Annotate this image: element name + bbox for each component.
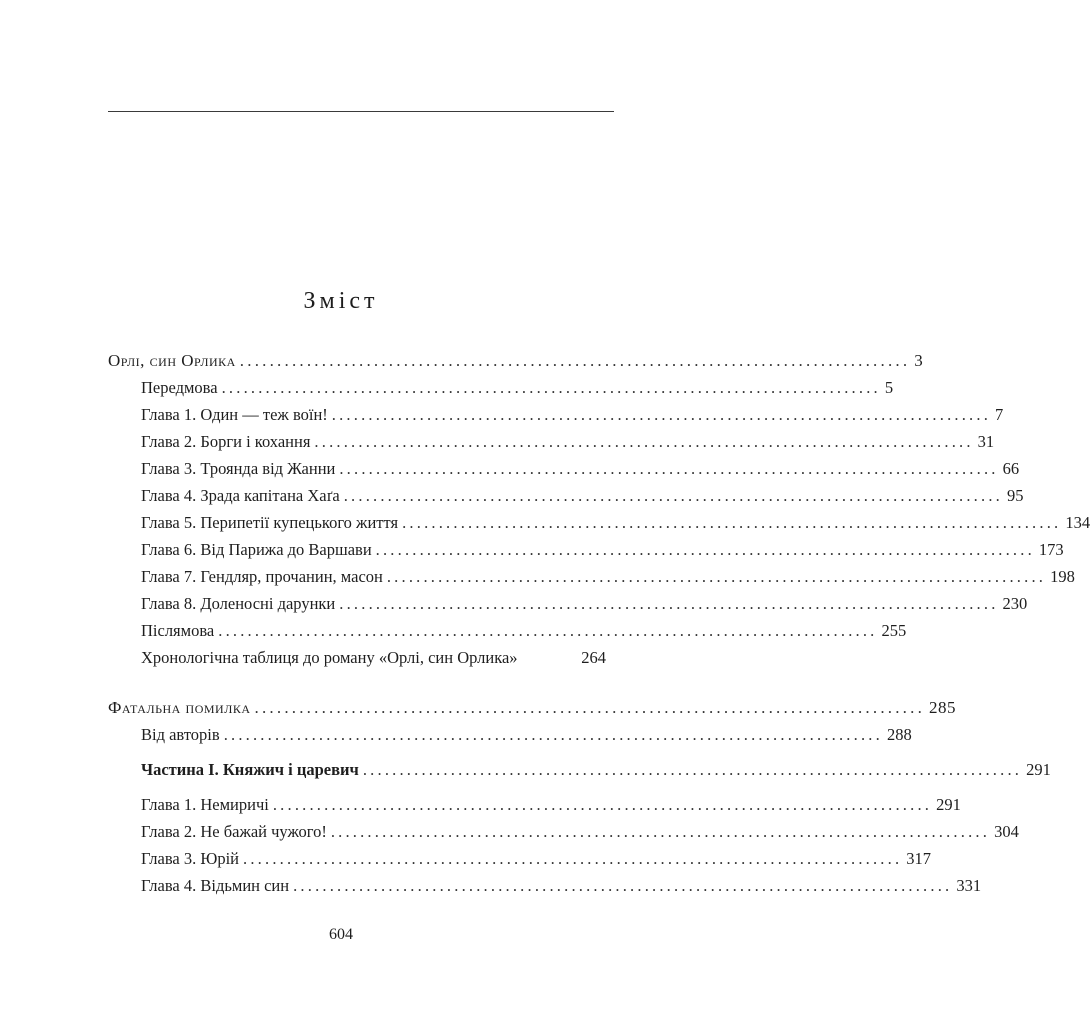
part-spacer <box>108 787 606 795</box>
toc-entry[interactable] <box>108 378 894 405</box>
leader-dots: .......................................................................................... <box>293 876 953 895</box>
toc-entry-label: Глава 2. Не бажай чужого! <box>141 822 327 841</box>
leader-dots: .......................................................................................... <box>330 822 991 841</box>
toc-entry-page: 288 <box>886 725 912 744</box>
toc-entry-page: 3 <box>914 351 924 370</box>
toc-entry-page: 173 <box>1038 540 1064 559</box>
toc-entry[interactable] <box>108 459 1020 486</box>
page-number: 604 <box>329 926 353 943</box>
toc-entry-label: Глава 6. Від Парижа до Варшави <box>141 540 372 559</box>
toc-entry-label: Передмова <box>141 378 218 397</box>
toc-entry-label: Фатальна помилка <box>108 698 251 717</box>
part-spacer <box>108 752 606 760</box>
toc-entry[interactable] <box>108 432 995 459</box>
leader-dots: .......................................................................................... <box>272 795 933 814</box>
toc-entry-label: Глава 4. Зрада капітана Хаґа <box>141 486 340 505</box>
toc-entry-label: Післямова <box>141 621 215 640</box>
toc-entry-page: 5 <box>884 378 894 397</box>
toc-entry-page: 7 <box>995 405 1004 424</box>
table-of-contents <box>108 351 1090 903</box>
leader-dots: .......................................................................................... <box>218 621 878 640</box>
leader-dots: .......................................................................................... <box>402 513 1062 532</box>
toc-entry[interactable] <box>108 822 1019 849</box>
toc-entry-page: 255 <box>881 621 907 640</box>
toc-entry-label: Глава 4. Відьмин син <box>141 876 290 895</box>
toc-entry[interactable] <box>108 594 1028 621</box>
toc-entry[interactable] <box>108 795 961 822</box>
toc-entry-page: 31 <box>977 432 995 451</box>
toc-entry-page: 66 <box>1002 459 1020 478</box>
leader-dots: .......................................................................................... <box>386 567 1047 586</box>
leader-dots: .......................................................................................... <box>339 459 999 478</box>
toc-entry-label: Глава 8. Доленосні дарунки <box>141 594 336 613</box>
top-rule <box>108 111 614 112</box>
toc-entry-label: Глава 7. Гендляр, прочанин, масон <box>141 567 383 586</box>
toc-part-entry[interactable] <box>108 760 1051 787</box>
leader-dots: .......................................................................................... <box>331 405 992 424</box>
toc-entry-label: Глава 3. Троянда від Жанни <box>141 459 336 478</box>
toc-entry-label: Глава 2. Борги і кохання <box>141 432 311 451</box>
toc-entry-label: Глава 1. Немиричі <box>141 795 269 814</box>
toc-entry-page: 134 <box>1065 513 1090 532</box>
toc-entry-label: Глава 3. Юрій <box>141 849 240 868</box>
leader-dots: .......................................................................................... <box>254 698 926 717</box>
toc-entry[interactable] <box>108 849 932 876</box>
toc-entry-page: 285 <box>929 698 957 717</box>
leader-dots: .......................................................................................... <box>314 432 974 451</box>
toc-entry-page: 304 <box>994 822 1019 841</box>
toc-title: Зміст <box>303 288 379 314</box>
toc-entry-label: Глава 1. Один — теж воїн! <box>141 405 328 424</box>
toc-entry[interactable] <box>108 567 1075 594</box>
leader-dots: .......................................................................................... <box>223 725 883 744</box>
toc-entry[interactable] <box>108 513 1090 540</box>
toc-entry-page: 291 <box>1026 760 1051 779</box>
toc-entry-page: 95 <box>1006 486 1024 505</box>
toc-entry[interactable] <box>108 405 1004 432</box>
toc-entry[interactable] <box>108 621 907 648</box>
toc-entry-page: 331 <box>956 876 982 895</box>
toc-entry-page: 198 <box>1050 567 1075 586</box>
toc-entry-label: Частина І. Княжич і царевич <box>141 760 359 779</box>
toc-section-fatalna[interactable] <box>108 698 957 725</box>
leader-dots: .......................................................................................... <box>243 849 903 868</box>
toc-section-orli[interactable] <box>108 351 924 378</box>
section-spacer <box>108 675 606 698</box>
toc-entry-page: 291 <box>936 795 961 814</box>
leader-dots: .......................................................................................... <box>221 378 881 397</box>
toc-entry-label: Орлі, син Орлика <box>108 351 236 370</box>
leader-dots: .......................................................................................... <box>239 351 911 370</box>
toc-entry[interactable] <box>108 540 1064 567</box>
toc-entry[interactable] <box>108 725 912 752</box>
leader-dots: .......................................................................................... <box>343 486 1003 505</box>
toc-entry-label: Від авторів <box>141 725 220 744</box>
toc-entry[interactable] <box>108 876 982 903</box>
toc-entry[interactable] <box>108 486 1024 513</box>
leader-dots: .......................................................................................... <box>375 540 1035 559</box>
toc-entry-page: 264 <box>581 648 606 667</box>
toc-entry-page: 230 <box>1002 594 1028 613</box>
toc-entry[interactable] <box>108 648 606 675</box>
leader-dots: .......................................................................................... <box>339 594 999 613</box>
toc-entry-label: Хронологічна таблиця до роману «Орлі, син Орлика» <box>141 648 518 667</box>
toc-entry-page: 317 <box>906 849 932 868</box>
toc-entry-label: Глава 5. Перипетії купецького життя <box>141 513 399 532</box>
leader-dots: .......................................................................................... <box>362 760 1023 779</box>
